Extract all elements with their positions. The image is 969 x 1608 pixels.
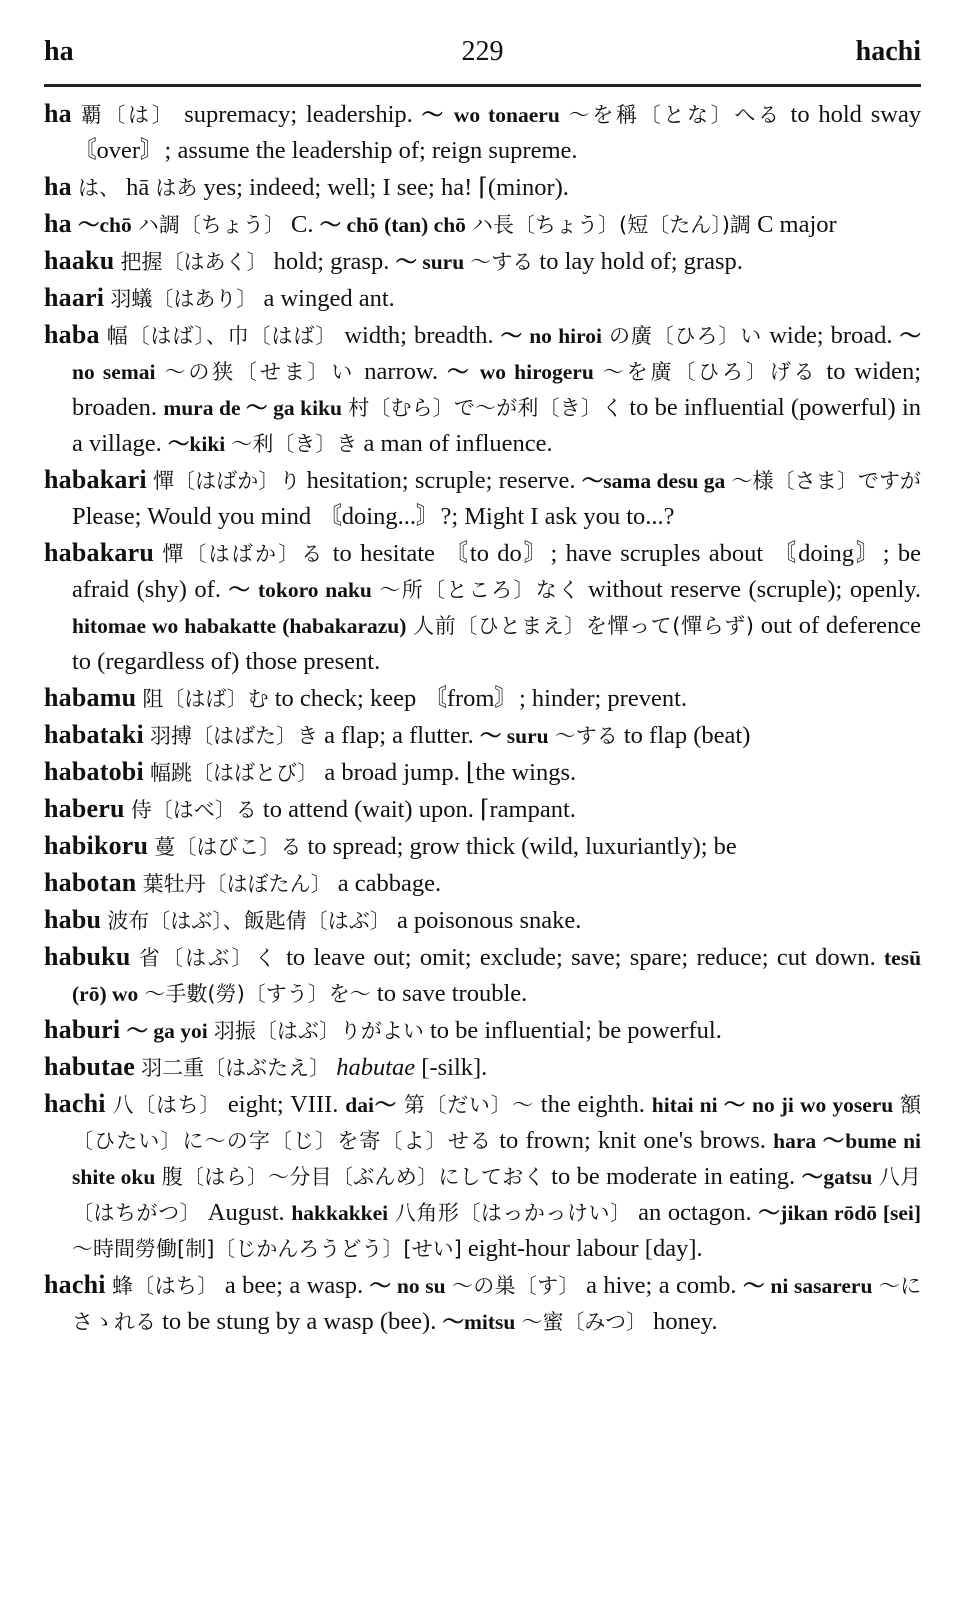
example-phrase: ～ ga yoi	[126, 1019, 208, 1043]
running-head-right: hachi	[855, 36, 921, 67]
japanese-text: は、	[78, 176, 120, 200]
dictionary-entry	[44, 1012, 921, 1049]
headword: ha	[44, 99, 72, 128]
headword: habatobi	[44, 757, 144, 786]
dictionary-entry	[44, 243, 921, 280]
headword: habataki	[44, 720, 144, 749]
definition-text: a winged ant.	[263, 285, 395, 312]
definition-text: hold; grasp.	[273, 248, 390, 275]
example-phrase: dai～	[345, 1093, 397, 1117]
japanese-text: ～を稱〔とな〕へる	[568, 103, 782, 127]
definition-text: to frown; knit one's brows.	[499, 1127, 766, 1154]
headword: haaku	[44, 246, 115, 275]
example-phrase: ～kiki	[167, 432, 226, 456]
dictionary-entry	[44, 902, 921, 939]
japanese-text: 侍〔はべ〕る	[130, 798, 257, 822]
definition-text: to flap (beat)	[623, 722, 751, 749]
example-phrase: ～ suru	[395, 250, 465, 274]
definition-text: ⌈rampant.	[479, 796, 576, 823]
headword: habakaru	[44, 538, 154, 567]
dictionary-entries	[44, 96, 921, 1340]
definition-text: to leave out; omit; exclude; save; spare; reduce; cut down.	[286, 944, 876, 971]
japanese-text: 村〔むら〕で～が利〔き〕く	[348, 396, 624, 420]
definition-text: to be influential; be powerful.	[429, 1017, 722, 1044]
definition-text: to save trouble.	[376, 980, 528, 1007]
dictionary-entry	[44, 535, 921, 680]
japanese-text: 蔓〔はびこ〕る	[154, 835, 302, 859]
example-phrase: ～gatsu	[801, 1165, 873, 1189]
definition-text: to lay hold of; grasp.	[539, 248, 743, 275]
definition-text: wide; broad.	[769, 322, 893, 349]
definition-text: a man of influence.	[363, 430, 553, 457]
example-phrase: hara ～bume ni shite oku	[72, 1129, 922, 1189]
dictionary-entry	[44, 939, 921, 1012]
example-phrase: ～ suru	[479, 724, 549, 748]
headword: habutae	[44, 1052, 135, 1081]
definition-text: narrow.	[364, 358, 439, 385]
definition-text: [-silk].	[421, 1054, 488, 1081]
japanese-text: ～にさゝれる	[72, 1274, 922, 1334]
example-phrase: ～ no su	[369, 1274, 446, 1298]
example-phrase: tesū (rō) wo	[72, 946, 922, 1006]
japanese-text: ハ長〔ちょう〕(短〔たん〕)調	[472, 213, 751, 237]
definition-text: eight; VIII.	[227, 1091, 339, 1118]
dictionary-entry	[44, 791, 921, 828]
japanese-text: 幅跳〔はばとび〕	[150, 761, 319, 785]
japanese-text: ～利〔き〕き	[231, 432, 358, 456]
japanese-text: 人前〔ひとまえ〕を憚って(憚らず)	[413, 614, 754, 638]
example-phrase: ～mitsu	[442, 1310, 516, 1334]
definition-text: supremacy; leadership.	[184, 101, 413, 128]
definition-text: a poisonous snake.	[396, 907, 582, 934]
definition-text: to hesitate 〘to do〙; have scruples about 〘doing〙; be afraid (shy) of.	[72, 540, 922, 603]
dictionary-entry	[44, 169, 921, 206]
definition-text: hā	[126, 174, 150, 201]
definition-text: to be moderate in eating.	[551, 1163, 796, 1190]
headword: haburi	[44, 1015, 121, 1044]
japanese-text: 第〔だい〕～	[403, 1093, 534, 1117]
definition-text: a hive; a comb.	[586, 1272, 737, 1299]
headword: hachi	[44, 1270, 106, 1299]
japanese-text: 八角形〔はっかっけい〕	[394, 1201, 632, 1225]
definition-text: C.	[291, 211, 314, 238]
japanese-text: ハ調〔ちょう〕	[137, 213, 285, 237]
dictionary-entry	[44, 754, 921, 791]
page-header	[44, 36, 921, 70]
dictionary-entry	[44, 717, 921, 754]
page-number: 229	[461, 36, 504, 67]
definition-text: to hold sway 〘over〙; assume the leadership of; reign supreme.	[72, 101, 922, 164]
japanese-text: 波布〔はぶ〕、飯匙倩〔はぶ〕	[107, 909, 391, 933]
header-rule	[44, 84, 921, 87]
definition-text: hesitation; scruple; reserve.	[306, 467, 576, 494]
japanese-text: 憚〔はばか〕る	[162, 542, 325, 566]
definition-text: C major	[757, 211, 837, 238]
japanese-text: ～所〔ところ〕なく	[379, 578, 581, 602]
japanese-text: ～蜜〔みつ〕	[521, 1310, 648, 1334]
headword: ha	[44, 172, 72, 201]
example-phrase: mura de ～ ga kiku	[163, 396, 342, 420]
japanese-text: 省〔はぶ〕く	[138, 946, 278, 970]
dictionary-entry	[44, 206, 921, 243]
italic-term: habutae	[336, 1054, 416, 1081]
example-phrase: ～ tokoro naku	[228, 578, 372, 602]
japanese-text: ～の巣〔す〕	[452, 1274, 580, 1298]
definition-text: out of deference to (regardless of) those present.	[72, 612, 922, 675]
definition-text: August.	[207, 1199, 285, 1226]
definition-text: eight-hour labour [day].	[467, 1235, 703, 1262]
headword: haba	[44, 320, 100, 349]
dictionary-entry	[44, 280, 921, 317]
dictionary-entry	[44, 96, 921, 169]
example-phrase: ～ ni sasareru	[742, 1274, 873, 1298]
dictionary-entry	[44, 680, 921, 717]
example-phrase: ～ no hiroi	[500, 324, 602, 348]
definition-text: width; breadth.	[344, 322, 494, 349]
definition-text: ⌈(minor).	[478, 174, 569, 201]
example-phrase: hitai ni ～ no ji wo yoseru	[651, 1093, 894, 1117]
japanese-text: ～の狭〔せま〕い	[164, 360, 356, 384]
definition-text: a broad jump.	[324, 759, 460, 786]
definition-text: Please; Would you mind 〘doing...〙?; Might I ask you to...?	[72, 503, 675, 530]
japanese-text: 羽二重〔はぶたえ〕	[141, 1056, 331, 1080]
definition-text: a bee; a wasp.	[224, 1272, 364, 1299]
japanese-text: 腹〔はら〕～分目〔ぶんめ〕にしておく	[161, 1165, 545, 1189]
definition-text: an octagon.	[638, 1199, 752, 1226]
headword: haari	[44, 283, 105, 312]
japanese-text: ～手數(勞)〔すう〕を～	[144, 982, 371, 1006]
japanese-text: 羽振〔はぶ〕りがよい	[213, 1019, 424, 1043]
dictionary-entry	[44, 865, 921, 902]
definition-text: a flap; a flutter.	[324, 722, 474, 749]
headword: ha	[44, 209, 72, 238]
definition-text: ⌊the wings.	[465, 759, 577, 786]
headword: hachi	[44, 1089, 106, 1118]
example-phrase: ～ chō (tan) chō	[319, 213, 466, 237]
japanese-text: ～様〔さま〕ですが	[731, 469, 922, 493]
headword: haberu	[44, 794, 125, 823]
japanese-text: ～時間勞働[制]〔じかんろうどう〕[せい]	[72, 1237, 462, 1261]
example-phrase: ～ no semai	[72, 324, 922, 384]
dictionary-entry	[44, 462, 921, 535]
headword: habu	[44, 905, 102, 934]
japanese-text: 憚〔はばか〕り	[152, 469, 301, 493]
japanese-text: 把握〔はあく〕	[120, 250, 268, 274]
example-phrase: ～sama desu ga	[581, 469, 726, 493]
japanese-text: ～する	[470, 250, 534, 274]
definition-text: yes; indeed; well; I see; ha!	[203, 174, 473, 201]
headword: habikoru	[44, 831, 149, 860]
japanese-text: 羽蟻〔はあり〕	[110, 287, 258, 311]
example-phrase: ～chō	[78, 213, 132, 237]
definition-text: honey.	[653, 1308, 718, 1335]
japanese-text: の廣〔ひろ〕い	[609, 324, 763, 348]
headword: habotan	[44, 868, 137, 897]
definition-text: to attend (wait) upon.	[262, 796, 474, 823]
dictionary-entry	[44, 317, 921, 462]
definition-text: to be stung by a wasp (bee).	[162, 1308, 437, 1335]
japanese-text: 覇〔は〕	[80, 103, 176, 127]
definition-text: to check; keep 〘from〙; hinder; prevent.	[274, 685, 687, 712]
headword: habuku	[44, 942, 131, 971]
example-phrase: ～ wo tonaeru	[421, 103, 560, 127]
headword: habakari	[44, 465, 147, 494]
japanese-text: 幅〔はば〕、巾〔はば〕	[106, 324, 338, 348]
japanese-text: ～を廣〔ひろ〕げる	[602, 360, 818, 384]
definition-text: without reserve (scruple); openly.	[587, 576, 922, 603]
japanese-text: 葉牡丹〔はぼたん〕	[142, 872, 332, 896]
japanese-text: ～する	[554, 724, 618, 748]
definition-text: to widen; broaden.	[72, 358, 922, 421]
definition-text: to spread; grow thick (wild, luxuriantly); be	[307, 833, 737, 860]
japanese-text: 額〔ひたい〕に～の字〔じ〕を寄〔よ〕せる	[72, 1093, 922, 1153]
dictionary-entry	[44, 1267, 921, 1340]
definition-text: the eighth.	[540, 1091, 645, 1118]
dictionary-entry	[44, 828, 921, 865]
dictionary-entry	[44, 1086, 921, 1267]
definition-text: a cabbage.	[337, 870, 442, 897]
running-head-left: ha	[44, 36, 74, 67]
example-phrase: ～jikan rōdō [sei]	[758, 1201, 922, 1225]
japanese-text: 羽搏〔はばた〕き	[150, 724, 318, 748]
japanese-text: 八月〔はちがつ〕	[72, 1165, 922, 1225]
japanese-text: 阻〔はば〕む	[142, 687, 269, 711]
japanese-text: 八〔はち〕	[112, 1093, 222, 1117]
japanese-text: 蜂〔はち〕	[112, 1274, 219, 1298]
example-phrase: hitomae wo habakatte (habakarazu)	[72, 614, 407, 638]
dictionary-entry	[44, 1049, 921, 1086]
headword: habamu	[44, 683, 137, 712]
definition-text: to be influential (powerful) in a village.	[72, 394, 922, 457]
japanese-text: はあ	[155, 176, 198, 200]
example-phrase: hakkakkei	[291, 1201, 389, 1225]
example-phrase: ～ wo hirogeru	[447, 360, 594, 384]
